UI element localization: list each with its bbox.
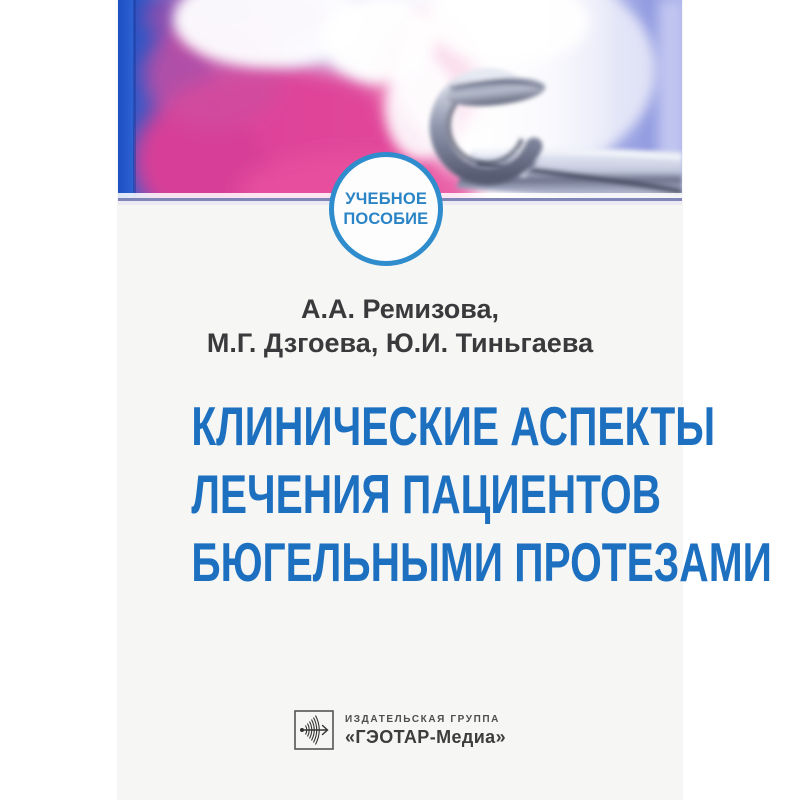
publisher-name: «ГЭОТАР-Медиа» [345, 726, 506, 747]
book-title [118, 392, 772, 596]
authors-block [118, 292, 682, 360]
badge-label-line2: ПОСОБИЕ [343, 209, 429, 228]
title-line1: КЛИНИЧЕСКИЕ АСПЕКТЫ [191, 395, 716, 457]
book-cover [118, 0, 772, 800]
publisher-group-label: ИЗДАТЕЛЬСКАЯ ГРУППА [345, 713, 500, 725]
title-line3: БЮГЕЛЬНЫМИ ПРОТЕЗАМИ [191, 531, 772, 593]
authors-line1: А.А. Ремизова, [300, 294, 500, 324]
title-line2: ЛЕЧЕНИЯ ПАЦИЕНТОВ [191, 463, 662, 525]
study-guide-badge [329, 152, 443, 266]
badge-label-line1: УЧЕБНОЕ [345, 189, 427, 208]
authors-line2: М.Г. Дзгоева, Ю.И. Тиньгаева [206, 328, 594, 358]
publisher-block [118, 710, 682, 750]
geotar-bow-arrow-logo-icon [294, 710, 334, 750]
